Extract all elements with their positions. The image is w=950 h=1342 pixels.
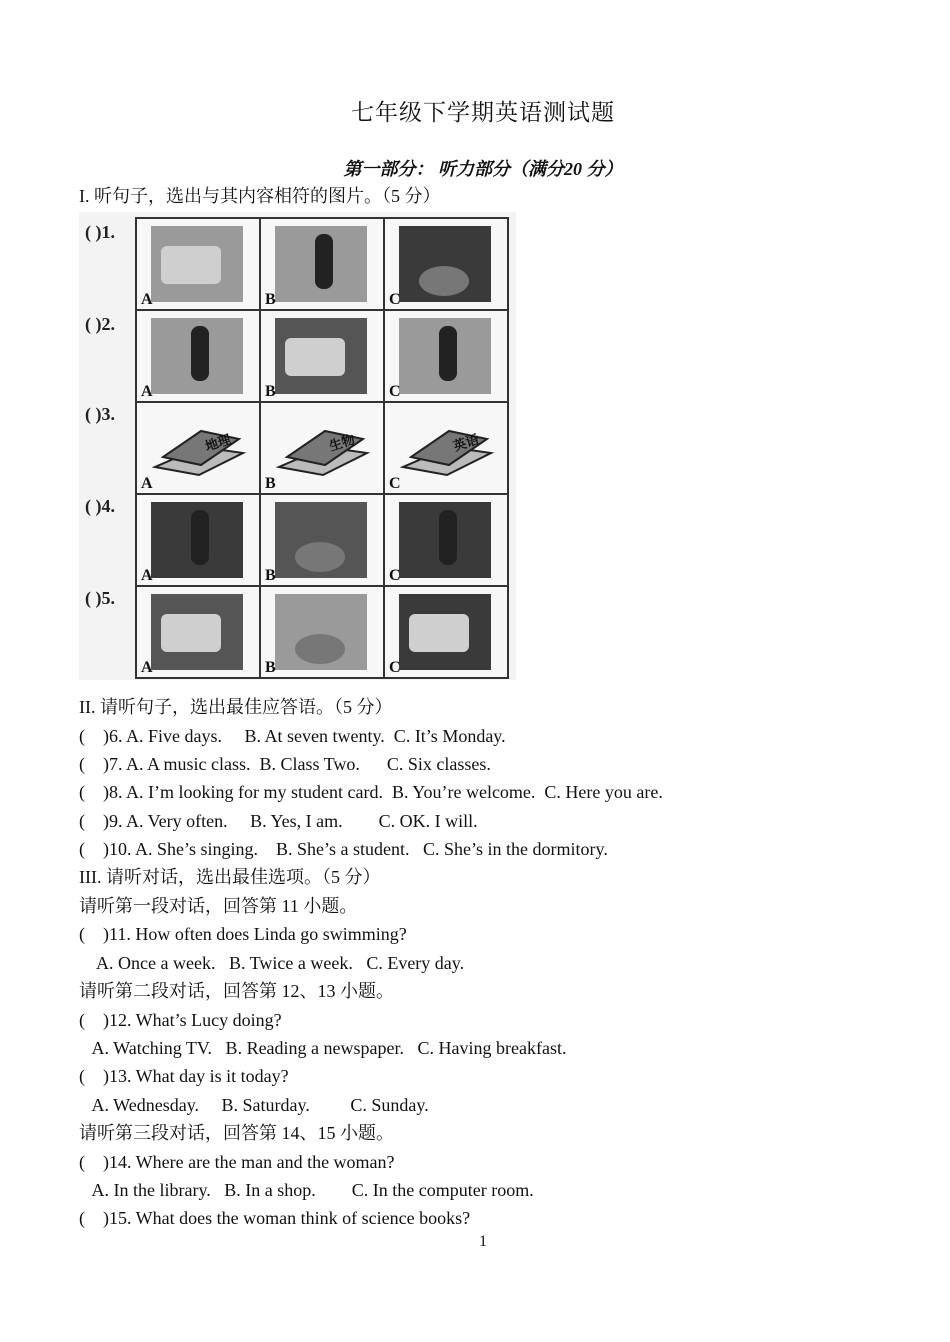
page-title: 七年级下学期英语测试题 [351, 100, 615, 125]
section2-heading: II. 请听句子，选出最佳应答语。（5 分） [79, 697, 393, 717]
question-11-options: A. Once a week. B. Twice a week. C. Every day. [79, 953, 465, 973]
question-10: ( )10. A. She’s singing. B. She’s a student. C. She’s in the dormitory. [79, 839, 608, 859]
soccer-picture [399, 502, 491, 578]
picture-row-1 [136, 218, 508, 310]
book-title: 地理 [203, 431, 233, 454]
option-label: A [141, 475, 153, 492]
question-11: ( )11. How often does Linda go swimming? [79, 924, 407, 944]
picture-row-3 [136, 402, 508, 494]
picture-5a [136, 586, 260, 678]
picture-5b [260, 586, 384, 678]
picture-4a [136, 494, 260, 586]
guitar-picture [275, 502, 367, 578]
picture-row-4 [136, 494, 508, 586]
bus-picture [151, 226, 243, 302]
question-7: ( )7. A. A music class. B. Class Two. C. Six classes. [79, 754, 491, 774]
question-3-label: ( )3. [85, 404, 115, 424]
picture-1c [384, 218, 508, 310]
option-label: A [141, 383, 153, 400]
picture-3b [260, 402, 384, 494]
question-15: ( )15. What does the woman think of science books? [79, 1208, 471, 1228]
classroom-picture [275, 594, 367, 670]
dialogue-2-intro: 请听第二段对话，回答第 12、13 小题。 [79, 981, 394, 1001]
picture-2c [384, 310, 508, 402]
picture-3c [384, 402, 508, 494]
option-label: B [265, 659, 276, 676]
page-number: 1 [479, 1233, 487, 1250]
section3-heading: III. 请听对话，选出最佳选项。（5 分） [79, 867, 381, 887]
basketball-picture [151, 502, 243, 578]
picture-2a [136, 310, 260, 402]
option-label: B [265, 475, 276, 492]
option-label: C [389, 659, 401, 676]
picture-5c [384, 586, 508, 678]
question-12: ( )12. What’s Lucy doing? [79, 1010, 282, 1030]
girl-running-picture [275, 226, 367, 302]
geography-book-icon [149, 417, 247, 479]
book-title: 生物 [327, 431, 357, 454]
dialogue-3-intro: 请听第三段对话，回答第 14、15 小题。 [79, 1123, 394, 1143]
cleaning-picture [399, 318, 491, 394]
biology-book-icon [273, 417, 371, 479]
question-4-label: ( )4. [85, 496, 115, 516]
picture-2b [260, 310, 384, 402]
question-13: ( )13. What day is it today? [79, 1066, 289, 1086]
part1-title: 第一部分： 听力部分（满分20 分） [343, 159, 623, 179]
question-6: ( )6. A. Five days. B. At seven twenty. C. It’s Monday. [79, 726, 506, 746]
option-label: B [265, 383, 276, 400]
picture-row-2 [136, 310, 508, 402]
picture-4b [260, 494, 384, 586]
picture-1a [136, 218, 260, 310]
section1-heading: I. 听句子，选出与其内容相符的图片。（5 分） [79, 186, 441, 206]
sleeping-picture [275, 318, 367, 394]
picture-3a [136, 402, 260, 494]
picture-4c [384, 494, 508, 586]
picture-row-5 [136, 586, 508, 678]
question-5-label: ( )5. [85, 588, 115, 608]
picture-1b [260, 218, 384, 310]
book-title: 英语 [451, 431, 481, 454]
option-label: A [141, 291, 153, 308]
picture-table [135, 217, 509, 679]
option-label: A [141, 567, 153, 584]
bike-riding-picture [399, 226, 491, 302]
question-13-options: A. Wednesday. B. Saturday. C. Sunday. [79, 1095, 429, 1115]
question-1-label: ( )1. [85, 222, 115, 242]
question-14: ( )14. Where are the man and the woman? [79, 1152, 395, 1172]
option-label: B [265, 291, 276, 308]
english-book-icon [397, 417, 495, 479]
option-label: C [389, 291, 401, 308]
question-8: ( )8. A. I’m looking for my student card. B. You’re welcome. C. Here you are. [79, 782, 663, 802]
swimming-picture [151, 594, 243, 670]
question-14-options: A. In the library. B. In a shop. C. In the computer room. [79, 1180, 534, 1200]
option-label: C [389, 383, 401, 400]
dialogue-1-intro: 请听第一段对话，回答第 11 小题。 [79, 896, 358, 916]
question-12-options: A. Watching TV. B. Reading a newspaper. C. Having breakfast. [79, 1038, 567, 1058]
option-label: C [389, 567, 401, 584]
option-label: A [141, 659, 153, 676]
question-9: ( )9. A. Very often. B. Yes, I am. C. OK. I will. [79, 811, 478, 831]
question-2-label: ( )2. [85, 314, 115, 334]
option-label: C [389, 475, 401, 492]
dancing-picture [151, 318, 243, 394]
computer-room-picture [399, 594, 491, 670]
option-label: B [265, 567, 276, 584]
picture-grid [79, 212, 516, 680]
